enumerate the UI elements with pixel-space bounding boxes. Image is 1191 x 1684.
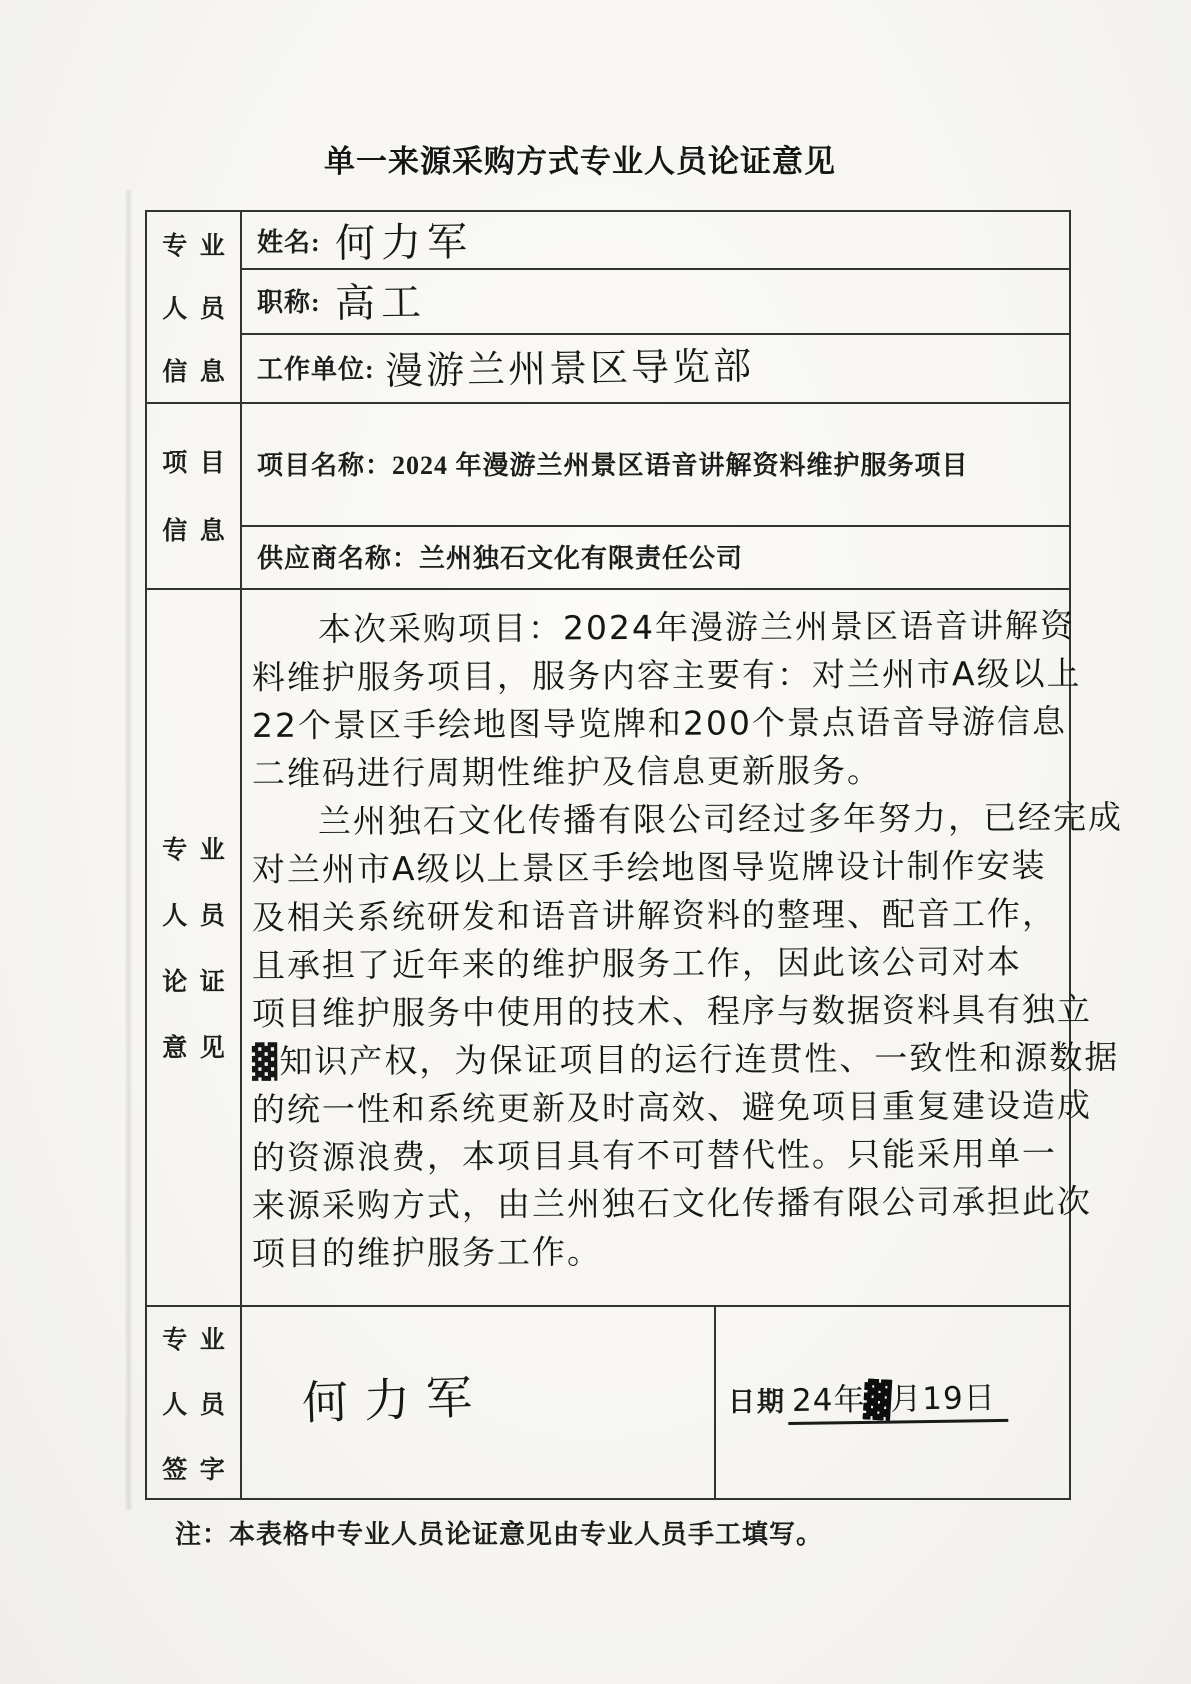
opinion-line: 的统一性和系统更新及时高效、避免项目重复建设造成	[251, 1085, 1093, 1129]
row-supplier-name	[240, 525, 1069, 588]
opinion-line: 的资源浪费，本项目具有不可替代性。只能采用单一	[251, 1133, 1058, 1177]
name-field-value-handwritten: 何力军	[334, 218, 474, 267]
job-title-field-value-handwritten: 高工	[334, 279, 428, 327]
date-value-handwritten	[788, 1372, 1009, 1425]
section-label-project-info	[147, 402, 240, 588]
opinion-line: 料维护服务项目，服务内容主要有：对兰州市A级以上	[251, 653, 1082, 697]
signature-cell	[240, 1305, 714, 1500]
row-work-unit	[240, 333, 1069, 402]
section-label-signature	[147, 1305, 240, 1500]
section-label-line: 专 业	[162, 1326, 225, 1354]
opinion-line: 二维码进行周期性维护及信息更新服务。	[251, 750, 883, 793]
opinion-line: 项目的维护服务工作。	[251, 1232, 603, 1273]
section-label-line: 专 业	[162, 836, 225, 864]
section-label-line: 论 证	[162, 968, 225, 996]
opinion-line: 来源采购方式，由兰州独石文化传播有限公司承担此次	[251, 1181, 1093, 1225]
work-unit-field-label: 工作单位:	[257, 355, 375, 384]
section-label-line: 人 员	[162, 1391, 225, 1419]
opinion-line: 兰州独石文化传播有限公司经过多年努力，已经完成	[317, 797, 1124, 841]
opinion-handwritten-text	[240, 588, 1124, 1305]
date-month-ink-blot: ▓	[863, 1379, 893, 1421]
opinion-line: 本次采购项目：2024年漫游兰州景区语音讲解资	[317, 605, 1076, 649]
work-unit-field-value-handwritten: 漫游兰州景区导览部	[384, 343, 755, 393]
opinion-line: 项目维护服务中使用的技术、程序与数据资料具有独立	[251, 989, 1093, 1033]
opinion-line: 及相关系统研发和语音讲解资料的整理、配音工作，	[251, 893, 1058, 937]
signature-handwritten: 何力军	[301, 1369, 489, 1430]
supplier-name-value: 兰州独石文化有限责任公司	[419, 544, 744, 573]
section-label-line: 人 员	[162, 902, 225, 930]
section-label-line: 信 息	[162, 518, 225, 545]
date-label: 日期	[728, 1387, 786, 1417]
opinion-line: 对兰州市A级以上景区手绘地图导览牌设计制作安装	[251, 845, 1047, 889]
name-field-label: 姓名:	[257, 227, 321, 257]
job-title-field-label: 职称:	[257, 288, 321, 317]
section-label-opinion	[147, 588, 240, 1305]
row-job-title	[240, 268, 1069, 333]
section-label-personnel-info	[147, 212, 240, 402]
section-label-line: 签 字	[162, 1456, 225, 1484]
supplier-name-label: 供应商名称：	[257, 544, 420, 573]
footnote: 注：本表格中专业人员论证意见由专业人员手工填写。	[175, 1520, 824, 1549]
opinion-line: 且承担了近年来的维护服务工作，因此该公司对本	[251, 941, 1023, 985]
section-label-line: 专 业	[162, 232, 225, 260]
section-label-line: 人 员	[162, 295, 225, 323]
form-table	[145, 210, 1124, 1500]
opinion-line: 22个景区手绘地图导览牌和200个景点语音导游信息	[251, 701, 1068, 745]
scan-artifact-streak	[126, 190, 131, 1510]
date-cell	[714, 1305, 1069, 1500]
section-label-line: 项 目	[162, 450, 225, 477]
date-year: 24年	[791, 1381, 866, 1419]
row-name	[240, 212, 1069, 268]
opinion-line: ▓知识产权，为保证项目的运行连贯性、一致性和源数据	[251, 1037, 1120, 1081]
project-name-label: 项目名称：	[257, 451, 393, 480]
date-row	[728, 1375, 1008, 1425]
project-name-value: 2024 年漫游兰州景区语音讲解资料维护服务项目	[392, 451, 969, 480]
date-day: 月19日	[890, 1380, 996, 1418]
page-title: 单一来源采购方式专业人员论证意见	[324, 144, 836, 179]
section-label-line: 信 息	[162, 359, 225, 387]
section-label-line: 意 见	[162, 1034, 225, 1062]
row-project-name	[240, 402, 1069, 525]
